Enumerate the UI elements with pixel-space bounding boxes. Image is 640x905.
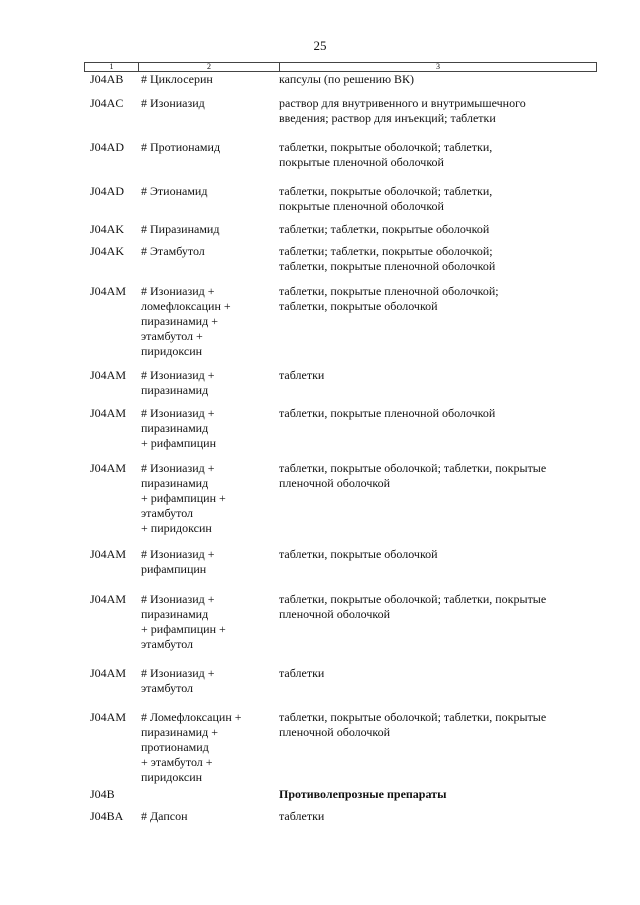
drug-name-line: + рифампицин [141, 436, 216, 450]
dosage-form [279, 809, 579, 824]
drug-name-line: + рифампицин + [141, 622, 226, 636]
atc-code: J04AK [90, 244, 125, 258]
dosage-form [279, 368, 579, 383]
drug-name [141, 244, 276, 259]
dosage-form-line: раствор для внутривенного и внутримышечного [279, 96, 526, 110]
atc-code: J04AM [90, 461, 127, 475]
drug-name-line: пиразинамид [141, 383, 209, 397]
drug-name-line: пиридоксин [141, 344, 203, 358]
drug-name-line: # Изониазид + [141, 461, 215, 475]
drug-name [141, 184, 276, 199]
drug-name [141, 809, 276, 824]
drug-name [141, 368, 276, 398]
drug-name-line: этамбутол [141, 637, 194, 651]
drug-name-line: этамбутол [141, 506, 194, 520]
dosage-form [279, 592, 579, 622]
dosage-form-line: таблетки, покрытые пленочной оболочкой [279, 406, 496, 420]
atc-code: J04AM [90, 406, 127, 420]
drug-name-line: # Изониазид + [141, 368, 215, 382]
dosage-form [279, 184, 579, 214]
drug-name-line: этамбутол [141, 681, 194, 695]
dosage-form-line: покрытые пленочной оболочкой [279, 199, 444, 213]
dosage-form-line: таблетки [279, 666, 325, 680]
drug-name [141, 547, 276, 577]
dosage-form [279, 284, 579, 314]
section-title [279, 787, 579, 802]
dosage-form [279, 244, 579, 274]
drug-name-line: рифампицин [141, 562, 207, 576]
drug-name-line: # Изониазид + [141, 406, 215, 420]
atc-code: J04AM [90, 710, 127, 724]
drug-name-line: + пиридоксин [141, 521, 212, 535]
drug-name-line: # Протионамид [141, 140, 221, 154]
dosage-form-line: таблетки [279, 809, 325, 823]
atc-code: J04B [90, 787, 115, 801]
dosage-form-line: таблетки [279, 368, 325, 382]
drug-name [141, 222, 276, 237]
dosage-form [279, 461, 579, 491]
dosage-form [279, 406, 579, 421]
atc-code: J04AD [90, 184, 125, 198]
drug-name-line: # Пиразинамид [141, 222, 220, 236]
drug-name-line: пиразинамид + [141, 314, 218, 328]
dosage-form-line: таблетки, покрытые оболочкой; таблетки, покрытые [279, 461, 547, 475]
dosage-form [279, 140, 579, 170]
drug-name [141, 710, 276, 785]
drug-name-line: # Изониазид + [141, 592, 215, 606]
dosage-form-line: таблетки; таблетки, покрытые оболочкой [279, 222, 490, 236]
drug-name-line: этамбутол + [141, 329, 203, 343]
drug-name-line: + рифампицин + [141, 491, 226, 505]
dosage-form-line: таблетки; таблетки, покрытые оболочкой; [279, 244, 493, 258]
dosage-form-line: введения; раствор для инъекций; таблетки [279, 111, 496, 125]
drug-name-line: # Изониазид + [141, 547, 215, 561]
column-header-2: 2 [139, 63, 280, 71]
dosage-form-line: таблетки, покрытые оболочкой; таблетки, покрытые [279, 710, 547, 724]
drug-name [141, 666, 276, 696]
dosage-form-line: таблетки, покрытые оболочкой; таблетки, [279, 184, 493, 198]
dosage-form-line: таблетки, покрытые оболочкой [279, 547, 438, 561]
dosage-form [279, 666, 579, 681]
atc-code: J04AM [90, 284, 127, 298]
drug-name-line: ломефлоксацин + [141, 299, 231, 313]
drug-name-line: пиридоксин [141, 770, 203, 784]
drug-name-line: пиразинамид [141, 607, 209, 621]
drug-name-line: # Этионамид [141, 184, 208, 198]
column-header-row [84, 62, 597, 72]
drug-name-line: пиразинамид [141, 421, 209, 435]
drug-name [141, 284, 276, 359]
dosage-form-line: таблетки, покрытые пленочной оболочкой; [279, 284, 499, 298]
drug-name [141, 406, 276, 451]
dosage-form-line: Противолепрозные препараты [279, 787, 447, 801]
drug-name-line: # Дапсон [141, 809, 188, 823]
column-header-3: 3 [436, 62, 440, 71]
atc-code: J04AB [90, 72, 124, 86]
atc-code: J04AM [90, 592, 127, 606]
drug-name-line: # Изониазид [141, 96, 205, 110]
dosage-form-line: таблетки, покрытые пленочной оболочкой [279, 259, 496, 273]
atc-code: J04BA [90, 809, 124, 823]
dosage-form [279, 710, 579, 740]
atc-code: J04AC [90, 96, 124, 110]
dosage-form [279, 96, 579, 126]
dosage-form [279, 222, 579, 237]
drug-name [141, 72, 276, 87]
dosage-form-line: покрытые пленочной оболочкой [279, 155, 444, 169]
atc-code: J04AM [90, 368, 127, 382]
drug-name-line: # Этамбутол [141, 244, 205, 258]
drug-name [141, 592, 276, 652]
drug-name-line: + этамбутол + [141, 755, 213, 769]
atc-code: J04AD [90, 140, 125, 154]
drug-name [141, 461, 276, 536]
atc-code: J04AM [90, 666, 127, 680]
dosage-form [279, 72, 579, 87]
drug-name-line: # Ломефлоксацин + [141, 710, 242, 724]
drug-name-line: пиразинамид + [141, 725, 218, 739]
dosage-form-line: капсулы (по решению ВК) [279, 72, 415, 86]
drug-name-line: пиразинамид [141, 476, 209, 490]
dosage-form-line: таблетки, покрытые оболочкой [279, 299, 438, 313]
dosage-form-line: пленочной оболочкой [279, 725, 391, 739]
dosage-form [279, 547, 579, 562]
dosage-form-line: пленочной оболочкой [279, 476, 391, 490]
drug-name [141, 140, 276, 155]
dosage-form-line: пленочной оболочкой [279, 607, 391, 621]
drug-name-line: # Изониазид + [141, 666, 215, 680]
drug-name-line: # Изониазид + [141, 284, 215, 298]
atc-code: J04AM [90, 547, 127, 561]
dosage-form-line: таблетки, покрытые оболочкой; таблетки, [279, 140, 493, 154]
drug-name [141, 96, 276, 111]
drug-name-line: # Циклосерин [141, 72, 213, 86]
atc-code: J04AK [90, 222, 125, 236]
column-header-1: 1 [85, 63, 139, 71]
page-number: 25 [313, 38, 327, 53]
drug-name-line: протионамид [141, 740, 209, 754]
dosage-form-line: таблетки, покрытые оболочкой; таблетки, покрытые [279, 592, 547, 606]
